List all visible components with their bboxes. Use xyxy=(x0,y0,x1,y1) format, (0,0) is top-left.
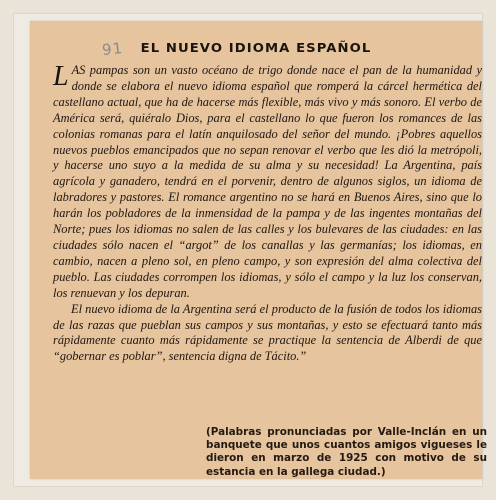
article-body xyxy=(53,63,482,365)
article-paragraph xyxy=(53,63,482,302)
article-title: EL NUEVO IDIOMA ESPAÑOL xyxy=(140,41,372,55)
article-credit: (Palabras pronunciadas por Valle-Inclán en un banquete que unos cuantos amigos vigueses le dieron en marzo de 1925 con motivo de su estancia en la gallega ciudad.) xyxy=(206,426,487,478)
paragraph-text: AS pampas son un vasto océano de trigo donde nace el pan de la humanidad y donde se elabora el nuevo idioma español que romperá la cárcel hermética del castellano actual, que ha de hacerse más flexible, más vivo y más sonoro. El verbo de América será, quiéralo Dios, para el castellano lo que fueron los romances de las colonias romanas para el latín anquilosado del señor del mundo. ¡Pobres aquellos nuevos pueblos emancipados que no sepan renovar el verbo que les dió la metrópoli, y hacerse uno suyo a la medida de su alma y su necesidad! La Argentina, país agrícola y ganadero, tendrá en el porvenir, dentro de algunos siglos, un idioma de labradores y pastores. El romance argentino no se hará en Buenos Aires, sino que lo harán los pobladores de la inmensidad de la pampa y de las ingentes montañas del Norte; pues los idiomas no salen de las calles y los bulevares de las ciudades: en las ciudades sólo nacen el “argot” de los canallas y las germanías; los idiomas, en cambio, nacen a pleno sol, en pleno campo, y son expresión del alma colectiva del pueblo. Las ciudades corrompen los idiomas, y sólo el campo y la luz los conservan, los renuevan y los depuran. xyxy=(53,63,482,300)
archive-sheet xyxy=(13,13,487,487)
article-paragraph: El nuevo idioma de la Argentina será el producto de la fusión de todos los idiomas de las razas que pueblan sus campos y sus montañas, y esto se efectuará tanto más rápidamente cuanto más rápidamente se practique la sentencia de Alberdi de que “gobernar es poblar”, sentencia digna de Tácito.” xyxy=(53,301,482,364)
newspaper-clipping xyxy=(30,21,487,479)
pencil-annotation: 91 xyxy=(101,38,124,60)
drop-cap: L xyxy=(53,61,69,92)
